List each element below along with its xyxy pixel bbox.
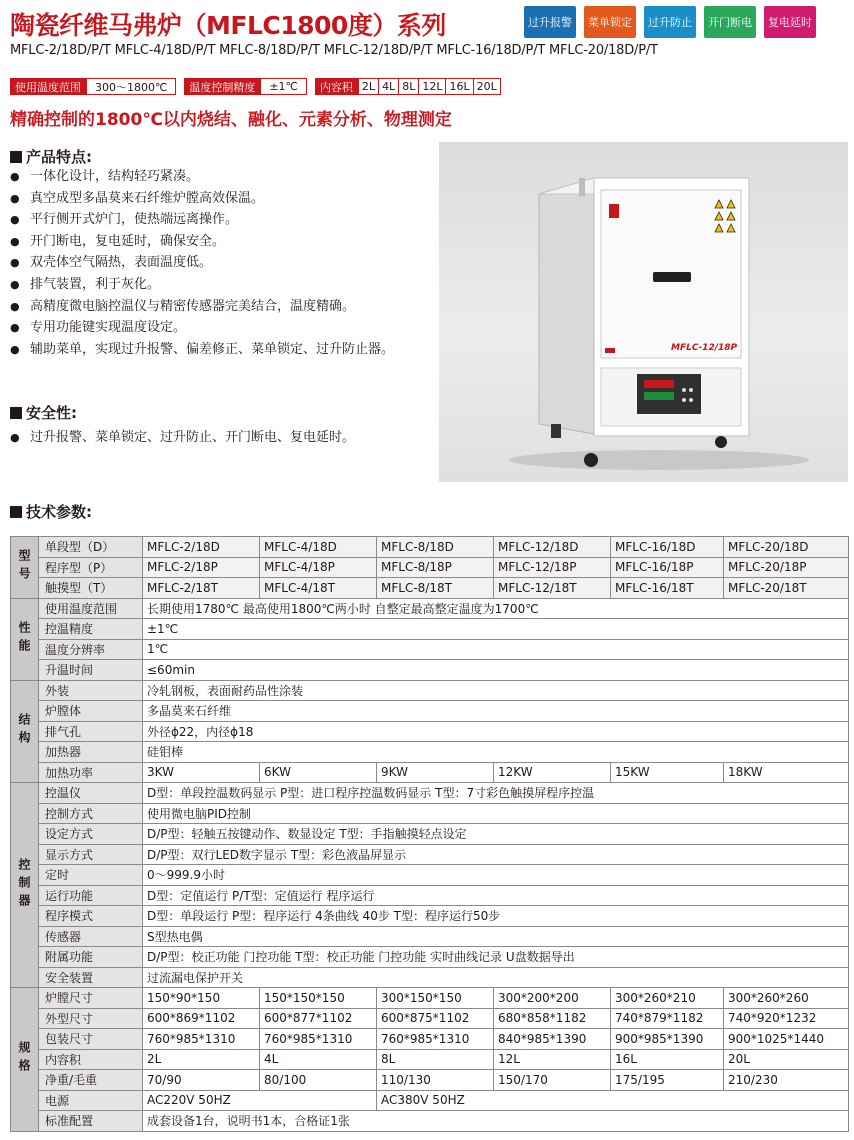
table-row: 电源 AC220V 50HZ AC380V 50HZ [11, 1090, 849, 1111]
list-item: ● 辅助菜单，实现过升报警、偏差修正、菜单锁定、过升防止器。 [10, 339, 410, 361]
badge-overheat-alarm: 过升报警 [524, 6, 576, 38]
table-row: 炉膛体 多晶莫来石纤维 [11, 701, 849, 722]
table-row: 型号 单段型（D） MFLC-2/18D MFLC-4/18D MFLC-8/18D MFLC-12/18D MFLC-16/18D MFLC-20/18D [11, 537, 849, 558]
table-row: 排气孔 外径ϕ22，内径ϕ18 [11, 721, 849, 742]
list-item: ● 开门断电，复电延时，确保安全。 [10, 231, 410, 253]
headline: 精确控制的1800℃以内烧结、融化、元素分析、物理测定 [10, 110, 452, 130]
table-row: 运行功能 D型：定值运行 P/T型：定值运行 程序运行 [11, 885, 849, 906]
volume-option: 16L [446, 78, 473, 95]
page-title: 陶瓷纤维马弗炉（MFLC1800度）系列 [10, 11, 446, 40]
spec-bar [10, 78, 501, 95]
table-row: 附属功能 D/P型：校正功能 门控功能 T型：校正功能 门控功能 实时曲线记录 U盘数据导出 [11, 947, 849, 968]
table-row: 包装尺寸 760*985*1310 760*985*1310 760*985*1310 840*985*1390 900*985*1390 900*1025*1440 [11, 1029, 849, 1050]
temp-range-label: 使用温度范围 [10, 78, 86, 95]
volume-option: 12L [419, 78, 446, 95]
volume-option: 4L [379, 78, 399, 95]
list-item: ● 真空成型多晶莫来石纤维炉膛高效保温。 [10, 188, 410, 210]
group-label: 型号 [11, 537, 39, 599]
badge-menu-lock: 菜单锁定 [584, 6, 636, 38]
table-row: 标准配置 成套设备1台，说明书1本，合格证1张 [11, 1111, 849, 1132]
tech-heading: 技术参数: [10, 501, 92, 522]
model-list: MFLC-2/18D/P/T MFLC-4/18D/P/T MFLC-8/18D/P/T MFLC-12/18D/P/T MFLC-16/18D/P/T MFLC-20/18D/P/T [10, 43, 658, 58]
features-list [10, 166, 410, 360]
volume-option: 8L [399, 78, 419, 95]
list-item: ● 高精度微电脑控温仪与精密传感器完美结合，温度精确。 [10, 296, 410, 318]
volume-option: 20L [474, 78, 501, 95]
table-row: 结构 外装 冷轧钢板，表面耐药品性涂装 [11, 680, 849, 701]
feature-badges [524, 6, 816, 38]
table-row: 控制器 控温仪 D型：单段控温数码显示 P型：进口程序控温数码显示 T型：7寸彩色触摸屏程序控温 [11, 783, 849, 804]
precision-label: 温度控制精度 [184, 78, 260, 95]
square-bullet-icon [10, 506, 22, 518]
table-row: 内容积 2L 4L 8L 12L 16L 20L [11, 1049, 849, 1070]
table-row: 控温精度 ±1℃ [11, 619, 849, 640]
list-item: ● 过升报警、菜单锁定、过升防止、开门断电、复电延时。 [10, 427, 410, 449]
table-row: 性能 使用温度范围 长期使用1780℃ 最高使用1800℃两小时 自整定最高整定温度为1700℃ [11, 598, 849, 619]
tech-spec-table [10, 536, 849, 1132]
table-row: 升温时间 ≤60min [11, 660, 849, 681]
list-item: ● 排气装置，利于灰化。 [10, 274, 410, 296]
safety-list [10, 427, 410, 449]
features-heading: 产品特点: [10, 146, 92, 167]
list-item: ● 平行侧开式炉门，使热端远离操作。 [10, 209, 410, 231]
table-row: 设定方式 D/P型：轻触五按键动作、数显设定 T型：手指触摸轻点设定 [11, 824, 849, 845]
precision-value: ±1℃ [260, 78, 307, 95]
table-row: 安全装置 过流漏电保护开关 [11, 967, 849, 988]
group-label: 规格 [11, 988, 39, 1132]
table-row: 加热器 硅钼棒 [11, 742, 849, 763]
table-row: 温度分辨率 1℃ [11, 639, 849, 660]
table-row: 程序模式 D型：单段运行 P型：程序运行 4条曲线 40步 T型：程序运行50步 [11, 906, 849, 927]
table-row: 外型尺寸 600*869*1102 600*877*1102 600*875*1102 680*858*1182 740*879*1182 740*920*1232 [11, 1008, 849, 1029]
group-label: 结构 [11, 680, 39, 783]
badge-power-delay: 复电延时 [764, 6, 816, 38]
table-row: 定时 0～999.9小时 [11, 865, 849, 886]
safety-heading: 安全性: [10, 402, 77, 423]
table-row: 触摸型（T） MFLC-2/18T MFLC-4/18T MFLC-8/18T MFLC-12/18T MFLC-16/18T MFLC-20/18T [11, 578, 849, 599]
product-photo [439, 142, 848, 482]
list-item: ● 专用功能键实现温度设定。 [10, 317, 410, 339]
volume-label: 内容积 [315, 78, 358, 95]
table-row: 规格 炉膛尺寸 150*90*150 150*150*150 300*150*150 300*200*200 300*260*210 300*260*260 [11, 988, 849, 1009]
square-bullet-icon [10, 407, 22, 419]
list-item: ● 双壳体空气隔热，表面温度低。 [10, 252, 410, 274]
model-label: MFLC-12/18P [671, 343, 738, 353]
badge-overheat-prevent: 过升防止 [644, 6, 696, 38]
table-row: 程序型（P） MFLC-2/18P MFLC-4/18P MFLC-8/18P MFLC-12/18P MFLC-16/18P MFLC-20/18P [11, 557, 849, 578]
table-row: 显示方式 D/P型：双行LED数字显示 T型：彩色液晶屏显示 [11, 844, 849, 865]
temp-range-value: 300～1800℃ [86, 78, 176, 95]
list-item: ● 一体化设计，结构轻巧紧凑。 [10, 166, 410, 188]
furnace-illustration [439, 142, 848, 482]
table-row: 净重/毛重 70/90 80/100 110/130 150/170 175/195 210/230 [11, 1070, 849, 1091]
table-row: 传感器 S型热电偶 [11, 926, 849, 947]
group-label: 性能 [11, 598, 39, 680]
table-row: 控制方式 使用微电脑PID控制 [11, 803, 849, 824]
table-row: 加热功率 3KW 6KW 9KW 12KW 15KW 18KW [11, 762, 849, 783]
group-label: 控制器 [11, 783, 39, 988]
door-handle [653, 272, 691, 282]
brand-logo [609, 204, 619, 218]
volume-option: 2L [358, 78, 379, 95]
square-bullet-icon [10, 151, 22, 163]
badge-door-cutoff: 开门断电 [704, 6, 756, 38]
